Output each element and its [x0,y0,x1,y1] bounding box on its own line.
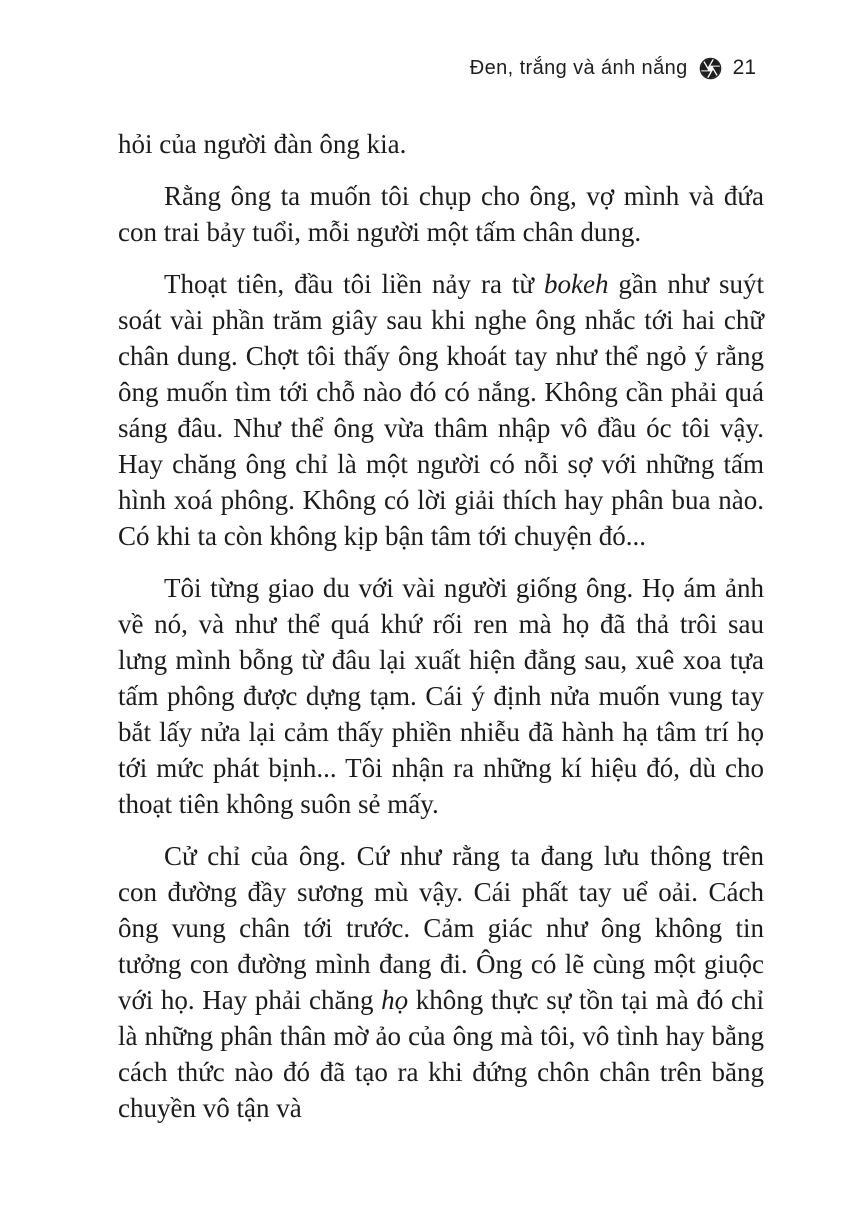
italic-text-run: bokeh [544,269,609,299]
running-head [470,56,756,80]
text-run: không thực sự tồn tại mà đó chỉ là những phân thân mờ ảo của ông mà tôi, vô tình hay bằng cách thức nào đó đã tạo ra khi đứng chôn chân trên băng chuyền vô tận và [118,985,764,1123]
paragraph [118,838,764,1126]
aperture-icon [699,57,722,80]
page-number: 21 [732,56,756,79]
text-run: Cử chỉ của ông. Cứ như rằng ta đang lưu thông trên con đường đầy sương mù vậy. Cái phất tay uể oải. Cách ông vung chân tới trước. Cảm giác như ông không tin tưởng con đường mình đang đi. Ông có lẽ cùng một giuộc với họ. Hay phải chăng [118,841,764,1015]
text-run: gần như suýt soát vài phần trăm giây sau khi nghe ông nhắc tới hai chữ chân dung. Chợt tôi thấy ông khoát tay như thể ngỏ ý rằng ông muốn tìm tới chỗ nào đó có nắng. Không cần phải quá sáng đâu. Như thể ông vừa thâm nhập vô đầu óc tôi vậy. Hay chăng ông chỉ là một người có nỗi sợ với những tấm hình xoá phông. Không có lời giải thích hay phân bua nào. Có khi ta còn không kịp bận tâm tới chuyện đó... [118,269,764,551]
paragraph [118,266,764,554]
running-head-title: Đen, trắng và ánh nắng [469,56,688,79]
italic-text-run: họ [381,985,409,1015]
text-run: Rằng ông ta muốn tôi chụp cho ông, vợ mình và đứa con trai bảy tuổi, mỗi người một tấm chân dung. [118,181,764,247]
paragraph [118,126,764,162]
text-run: Thoạt tiên, đầu tôi liền nảy ra từ [164,269,544,299]
body-text [118,126,764,1126]
text-run: Tôi từng giao du với vài người giống ông. Họ ám ảnh về nó, và như thể quá khứ rối ren mà họ đã thả trôi sau lưng mình bỗng từ đâu lại xuất hiện đằng sau, xuê xoa tựa tấm phông được dựng tạm. Cái ý định nửa muốn vung tay bắt lấy nửa lại cảm thấy phiền nhiễu đã hành hạ tâm trí họ tới mức phát bịnh... Tôi nhận ra những kí hiệu đó, dù cho thoạt tiên không suôn sẻ mấy. [118,573,764,819]
paragraph [118,570,764,822]
paragraph [118,178,764,250]
text-run: hỏi của người đàn ông kia. [118,129,407,159]
